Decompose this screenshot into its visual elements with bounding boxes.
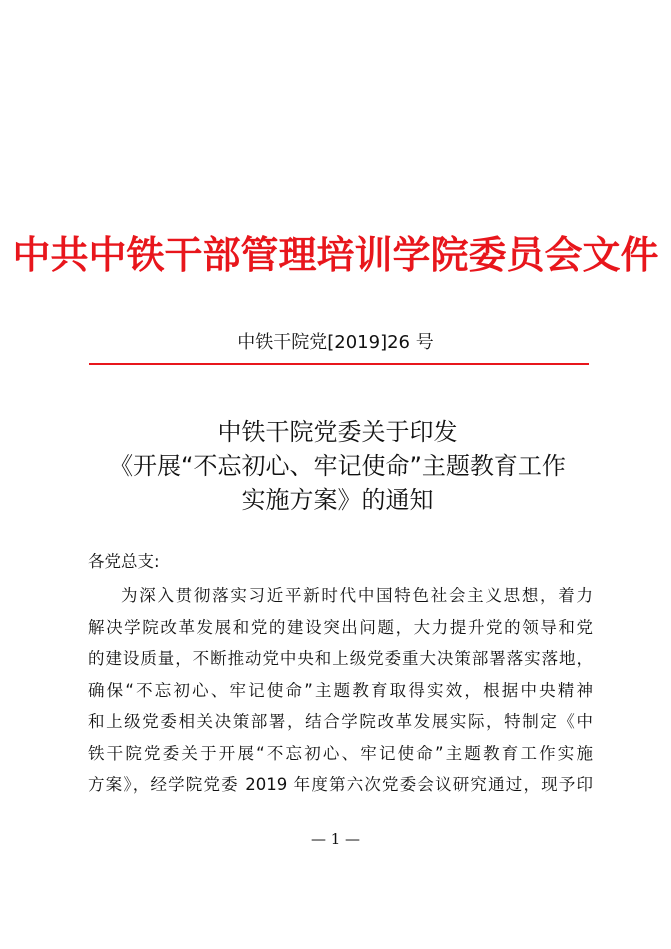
document-issuer-header: 中共中铁干部管理培训学院委员会文件 <box>12 232 659 277</box>
title-line-1: 中铁干院党委关于印发 <box>217 418 458 446</box>
body-line-5: 和上级党委相关决策部署，结合学院改革发展实际，特制定《中 <box>88 712 593 731</box>
page-number: — 1 — <box>310 830 361 848</box>
body-line-2: 解决学院改革发展和党的建设突出问题，大力提升党的领导和党 <box>88 617 593 637</box>
body-line-6: 铁干院党委关于开展“不忘初心、牢记使命”主题教育工作实施 <box>88 743 593 763</box>
body-line-3: 的建设质量，不断推动党中央和上级党委重大决策部署落实落地， <box>88 649 593 668</box>
body-paragraph <box>88 580 593 801</box>
title-line-2: 《开展“不忘初心、牢记使命”主题教育工作 <box>109 452 566 480</box>
red-separator-line <box>89 363 589 365</box>
salutation: 各党总支: <box>88 552 160 571</box>
body-line-1: 为深入贯彻落实习近平新时代中国特色社会主义思想，着力 <box>121 586 593 605</box>
body-line-7: 方案》，经学院党委 2019 年度第六次党委会议研究通过，现予印 <box>88 775 593 794</box>
document-title <box>70 415 605 517</box>
title-line-3: 实施方案》的通知 <box>241 486 434 514</box>
document-number: 中铁干院党[2019]26 号 <box>237 332 434 353</box>
body-line-4: 确保“不忘初心、牢记使命”主题教育取得实效，根据中央精神 <box>88 680 593 700</box>
